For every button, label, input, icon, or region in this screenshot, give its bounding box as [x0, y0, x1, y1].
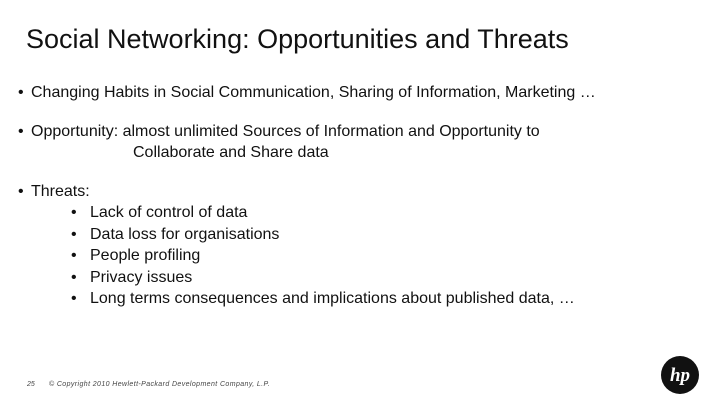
threat-item: • Data loss for organisations: [31, 224, 708, 246]
bullet-changing-habits: [18, 82, 708, 103]
bullet-text-line1: Opportunity: almost unlimited Sources of Information and Opportunity to: [31, 123, 540, 140]
slide-body: [18, 82, 708, 310]
page-number: 25: [27, 381, 35, 388]
svg-text:hp: hp: [669, 365, 691, 386]
threat-item: • Lack of control of data: [31, 202, 708, 224]
threat-item: • Long terms consequences and implications about published data, …: [31, 288, 708, 310]
bullet-text: Changing Habits in Social Communication, Sharing of Information, Marketing …: [31, 84, 596, 101]
bullet-text: Threats:: [31, 183, 90, 200]
bullet-threats: [18, 181, 708, 310]
slide-title: Social Networking: Opportunities and Threats: [26, 24, 569, 54]
threat-item: • Privacy issues: [31, 267, 708, 289]
threats-list: [31, 202, 708, 310]
bullet-text-line2: Collaborate and Share data: [133, 144, 329, 161]
footer: [27, 381, 270, 388]
hp-logo-icon: [660, 355, 700, 395]
threat-item: • People profiling: [31, 245, 708, 267]
bullet-opportunity: [18, 121, 708, 163]
copyright-notice: © Copyright 2010 Hewlett-Packard Development Company, L.P.: [48, 381, 271, 388]
